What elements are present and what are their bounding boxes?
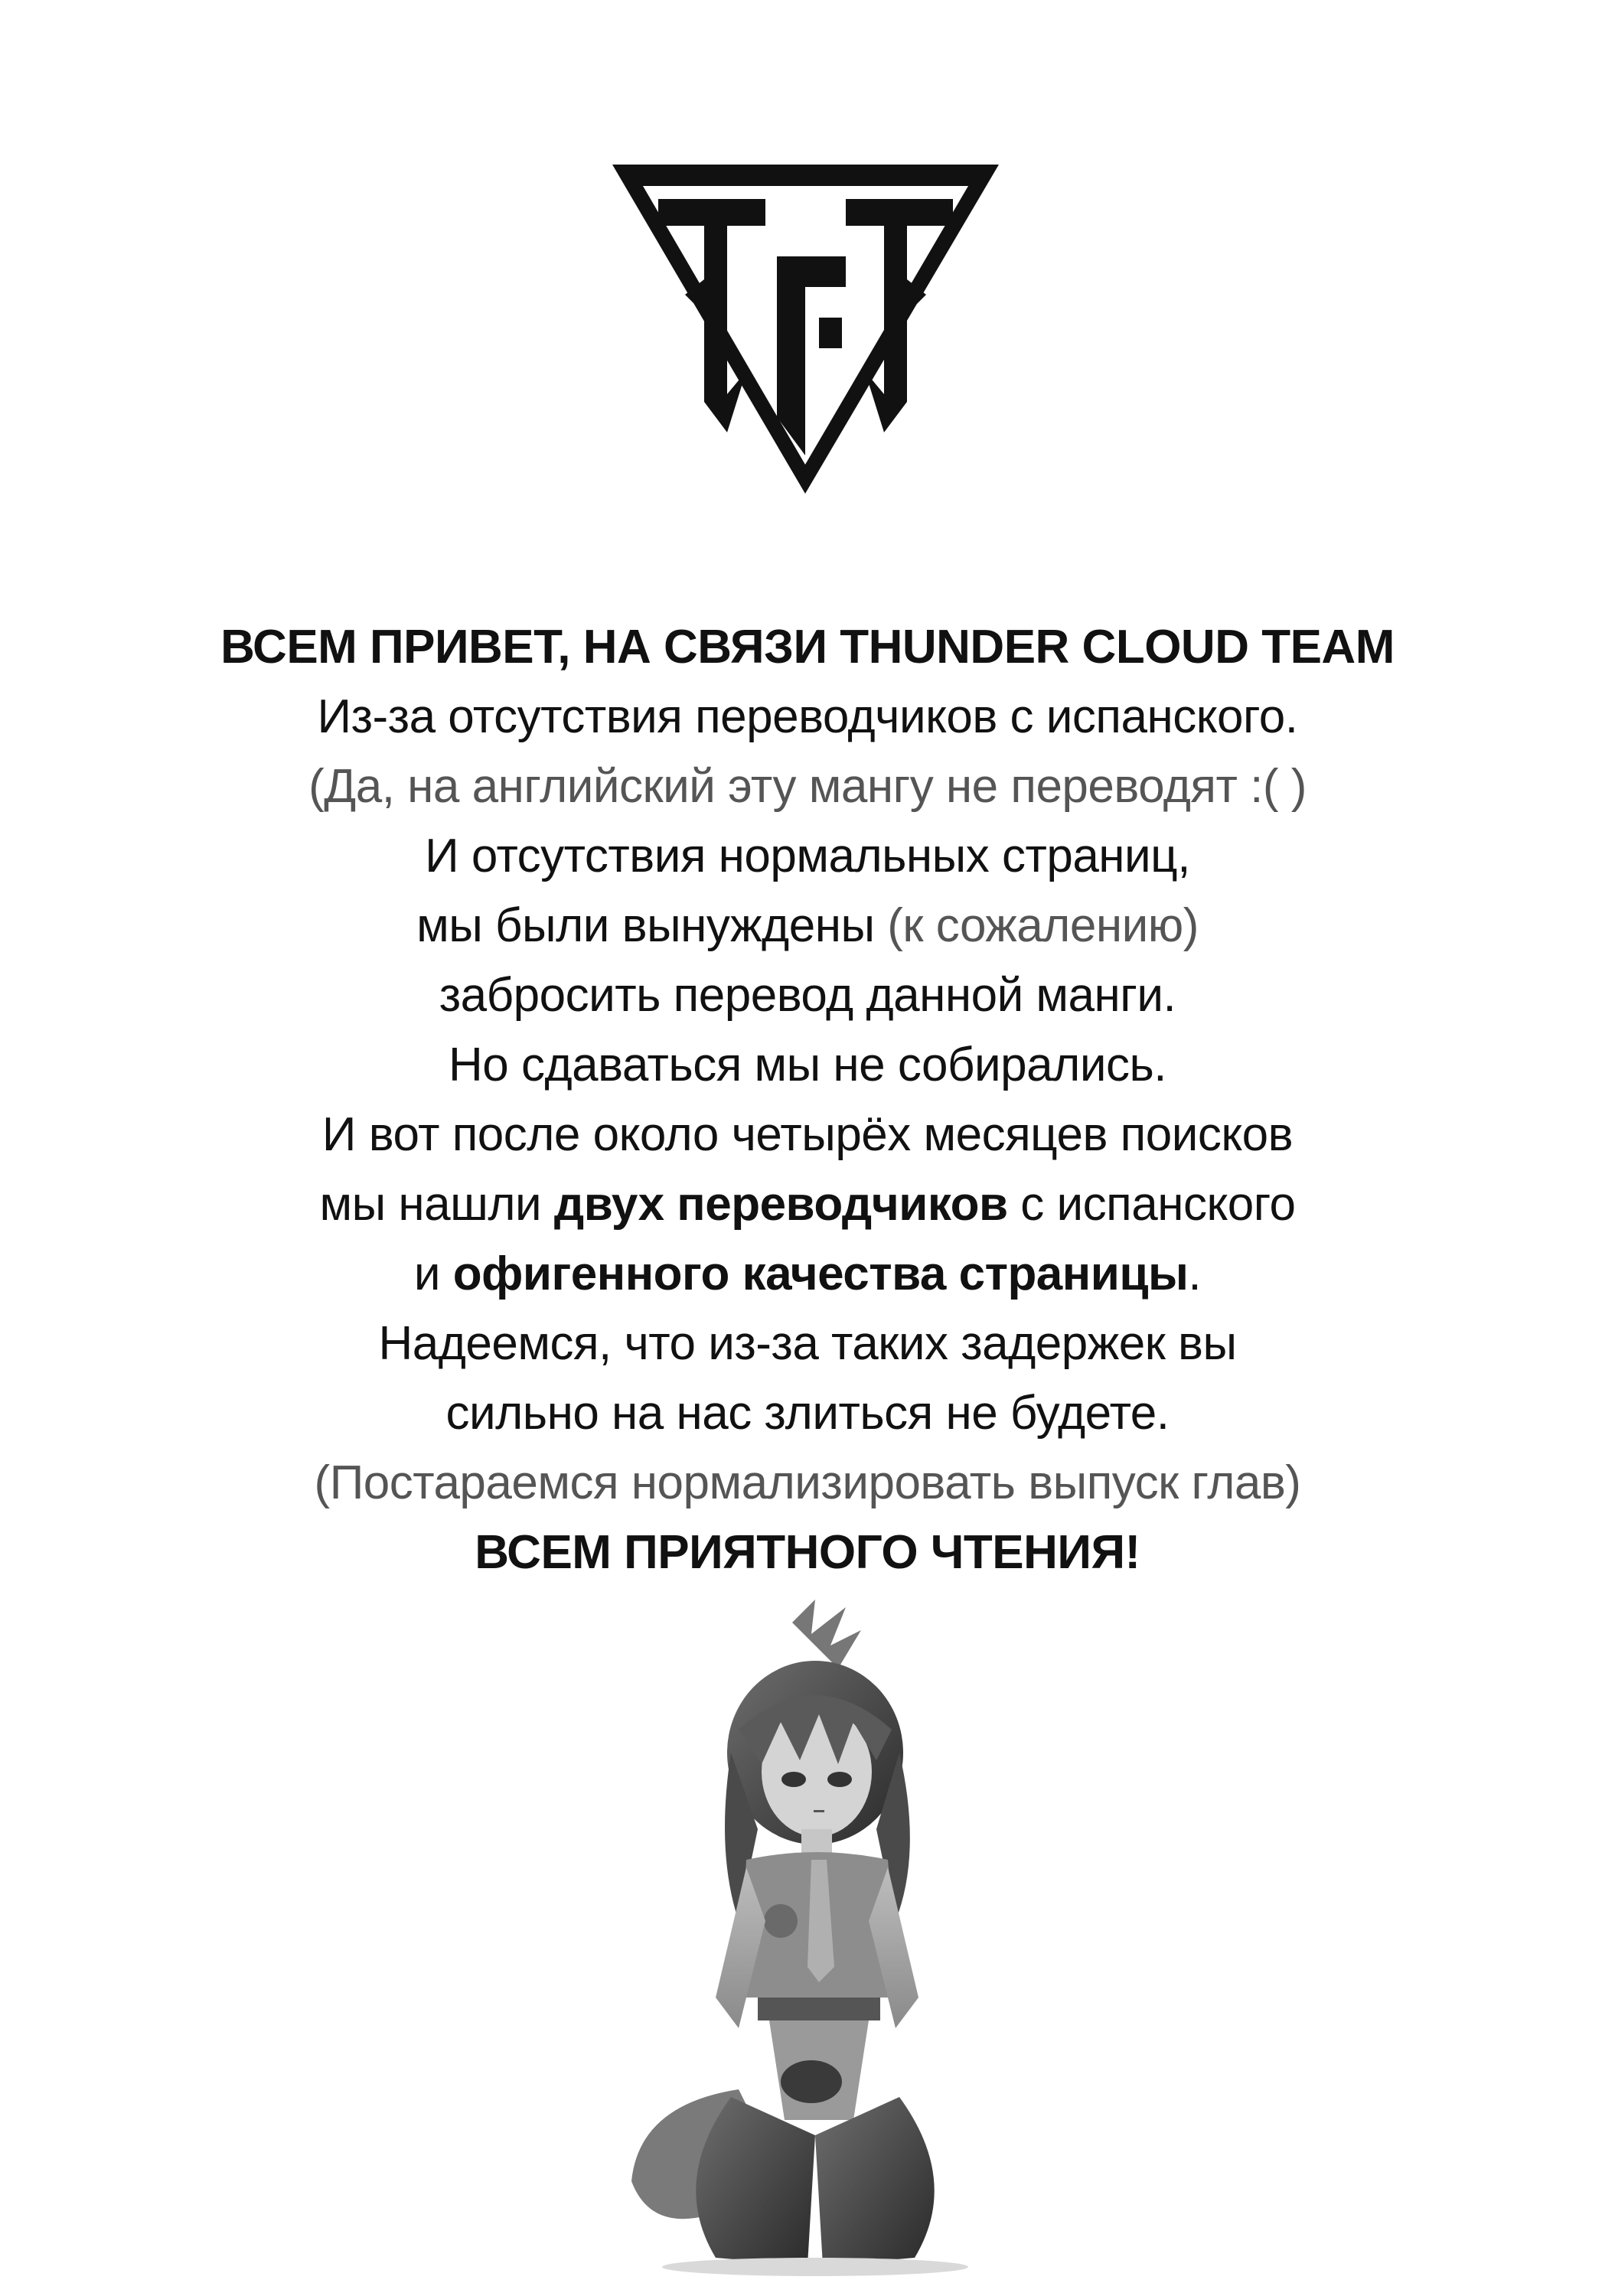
- text-line: Но сдаваться мы не собирались.: [449, 1039, 1166, 1091]
- text-segment: с испанского: [1007, 1178, 1296, 1231]
- text-line: [119, 1169, 1496, 1239]
- announcement-text: [119, 612, 1496, 1587]
- thunder-cloud-team-logo: [612, 165, 999, 494]
- text-line: И отсутствия нормальных страниц,: [425, 830, 1190, 882]
- text-line: [119, 891, 1496, 960]
- text-line: И вот после около четырёх месяцев поисков: [321, 1108, 1294, 1161]
- text-segment-aside: (к сожалению): [887, 899, 1199, 952]
- text-segment-bold: двух переводчиков: [553, 1178, 1008, 1231]
- text-line-aside: (Да, на английский эту мангу не переводят :( ): [308, 760, 1307, 813]
- closing-heading: ВСЕМ ПРИЯТНОГО ЧТЕНИЯ!: [475, 1526, 1140, 1579]
- text-line: забросить перевод данной манги.: [439, 969, 1176, 1022]
- text-segment: мы нашли: [319, 1178, 554, 1231]
- greeting-heading: ВСЕМ ПРИВЕТ, НА СВЯЗИ THUNDER CLOUD TEAM: [220, 621, 1395, 673]
- text-line: сильно на нас злиться не будете.: [445, 1387, 1170, 1440]
- text-line: [119, 1239, 1496, 1309]
- text-segment: и: [413, 1247, 453, 1300]
- text-line-aside: (Постараемся нормализировать выпуск глав): [314, 1456, 1301, 1509]
- text-segment-bold: офигенного качества страницы: [452, 1247, 1189, 1300]
- kneeling-girl-illustration: [624, 1600, 991, 2281]
- text-line: Из-за отсутствия переводчиков с испанского.: [317, 690, 1298, 743]
- text-segment: .: [1188, 1247, 1202, 1300]
- text-line: Надеемся, что из-за таких задержек вы: [378, 1317, 1237, 1370]
- text-segment: мы были вынуждены: [416, 899, 888, 952]
